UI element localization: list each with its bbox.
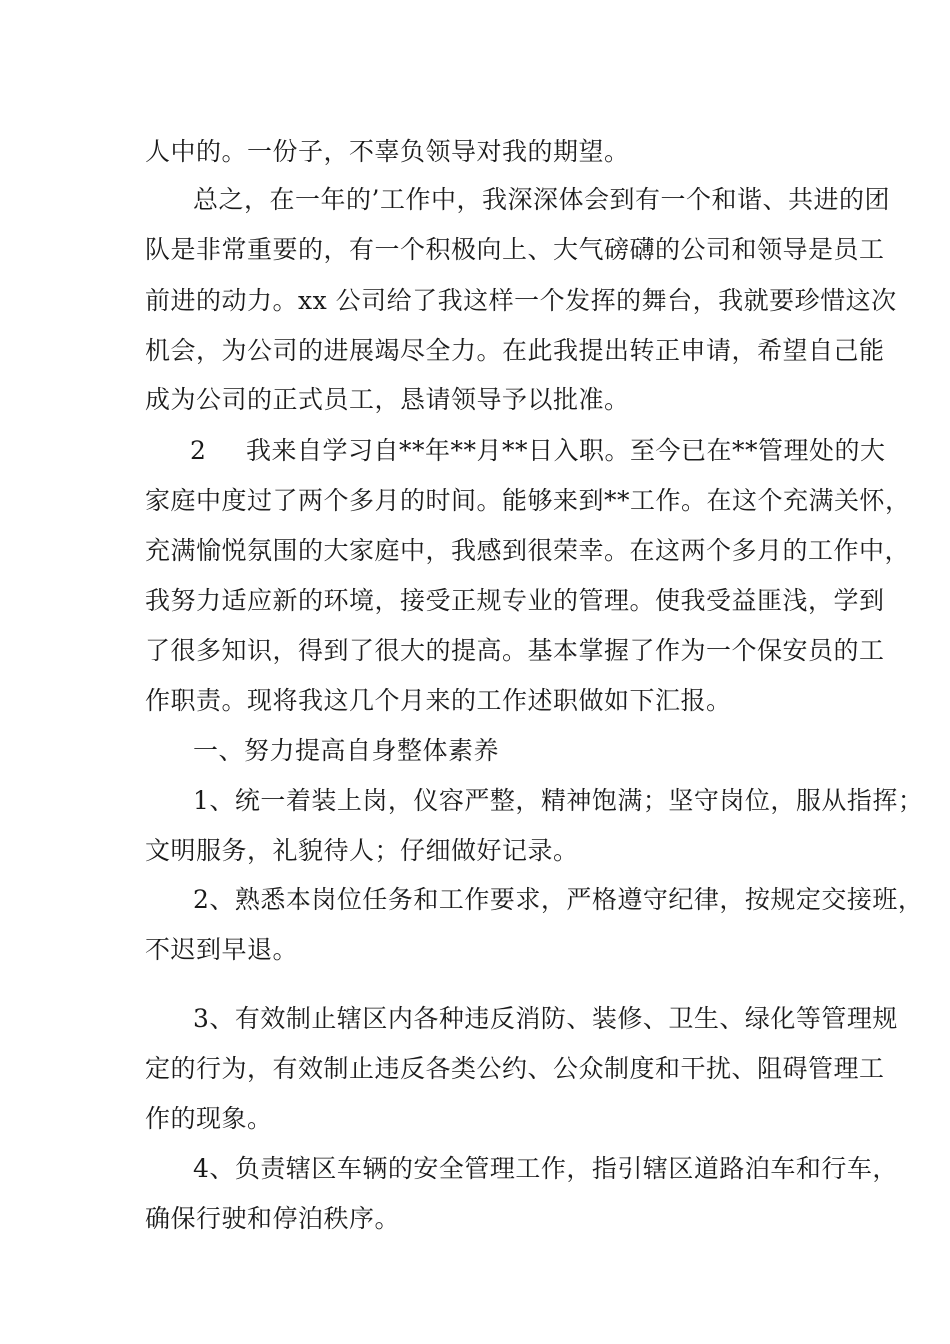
text-line: 作的现象。 bbox=[145, 1104, 273, 1133]
text-line: 人中的。一份子，不辜负领导对我的期望。 bbox=[145, 137, 630, 166]
text-line: 机会，为公司的进展竭尽全力。在此我提出转正申请，希望自己能 bbox=[145, 336, 885, 365]
text-line: 作职责。现将我这几个月来的工作述职做如下汇报。 bbox=[145, 686, 732, 715]
text-line: 我努力适应新的环境，接受正规专业的管理。使我受益匪浅，学到 bbox=[145, 586, 885, 615]
text-line: 我来自学习自**年**月**日入职。至今已在**管理处的大 bbox=[246, 436, 886, 465]
text-line: 成为公司的正式员工，恳请领导予以批准。 bbox=[145, 385, 630, 414]
text-line: 1、统一着装上岗，仪容严整，精神饱满；坚守岗位，服从指挥； bbox=[193, 786, 924, 815]
text-line: 3、有效制止辖区内各种违反消防、装修、卫生、绿化等管理规 bbox=[193, 1004, 898, 1033]
text-line: 定的行为，有效制止违反各类公约、公众制度和干扰、阻碍管理工 bbox=[145, 1054, 885, 1083]
text-line: 确保行驶和停泊秩序。 bbox=[145, 1204, 401, 1233]
text-line: 充满愉悦氛围的大家庭中，我感到很荣幸。在这两个多月的工作中， bbox=[145, 536, 911, 565]
text-line: 不迟到早退。 bbox=[145, 935, 299, 964]
text-line: 家庭中度过了两个多月的时间。能够来到**工作。在这个充满关怀， bbox=[145, 486, 911, 515]
text-line: 前进的动力。xx 公司给了我这样一个发挥的舞台，我就要珍惜这次 bbox=[145, 286, 897, 315]
text-line: 2、熟悉本岗位任务和工作要求，严格遵守纪律，按规定交接班， bbox=[193, 885, 924, 914]
text-line: 了很多知识，得到了很大的提高。基本掌握了作为一个保安员的工 bbox=[145, 636, 885, 665]
text-line: 队是非常重要的，有一个积极向上、大气磅礴的公司和领导是员工 bbox=[145, 235, 885, 264]
text-line: 文明服务，礼貌待人；仔细做好记录。 bbox=[145, 836, 579, 865]
heading-line: 一、努力提高自身整体素养 bbox=[193, 736, 500, 765]
section-number: 2 bbox=[190, 436, 207, 465]
text-line: 4、负责辖区车辆的安全管理工作，指引辖区道路泊车和行车， bbox=[193, 1154, 898, 1183]
text-line: 总之，在一年的’工作中，我深深体会到有一个和谐、共进的团 bbox=[193, 185, 890, 214]
